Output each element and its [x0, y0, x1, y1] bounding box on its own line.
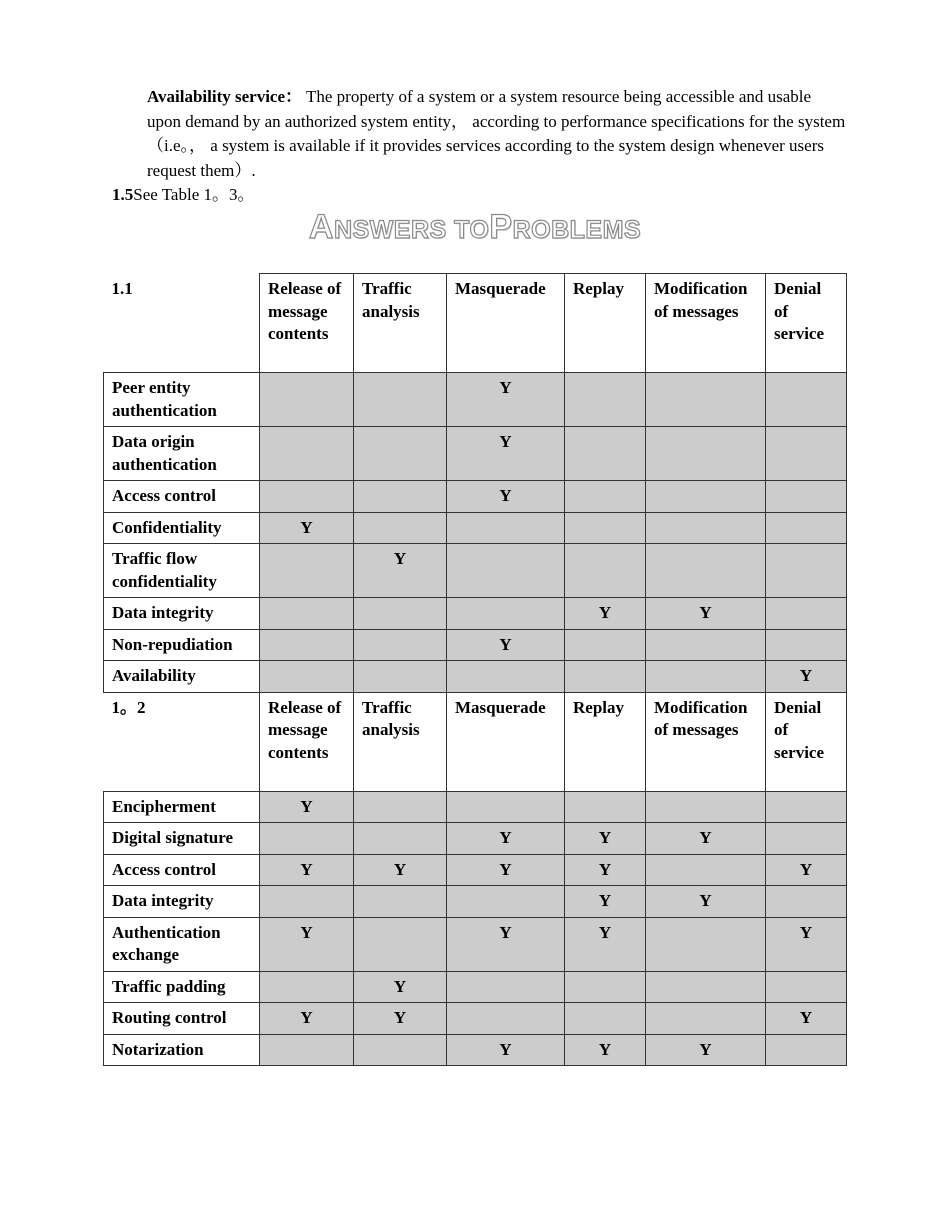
matrix-cell [354, 661, 447, 693]
row-label: Routing control [104, 1003, 260, 1035]
matrix-cell: Y [766, 1003, 847, 1035]
matrix-cell [565, 427, 646, 481]
row-label: Data origin authentication [104, 427, 260, 481]
matrix-cell: Y [447, 854, 565, 886]
section-label: 1。2 [104, 692, 260, 791]
row-label: Confidentiality [104, 512, 260, 544]
matrix-cell: Y [766, 661, 847, 693]
matrix-cell [766, 823, 847, 855]
matrix-cell: Y [354, 544, 447, 598]
matrix-cell [260, 544, 354, 598]
matrix-cell [646, 427, 766, 481]
matrix-cell [766, 373, 847, 427]
matrix-cell: Y [565, 598, 646, 630]
column-header: Masquerade [447, 274, 565, 373]
matrix-cell: Y [646, 886, 766, 918]
matrix-cell [646, 629, 766, 661]
table-row [104, 427, 847, 481]
row-label: Encipherment [104, 791, 260, 823]
definition-text: The property of a system or a system resource being accessible and usable upon demand by an authorized system entity， according to performance specifications for the system （i.e。， a system is available if it provides services according to the system design whenever users request them）. [147, 87, 846, 180]
header-row [104, 692, 847, 791]
item-text: See Table 1。3。 [133, 185, 255, 204]
matrix-cell: Y [565, 854, 646, 886]
matrix-cell: Y [447, 917, 565, 971]
column-header: Release of message contents [260, 274, 354, 373]
row-label: Access control [104, 481, 260, 513]
matrix-cell: Y [447, 823, 565, 855]
matrix-cell [646, 791, 766, 823]
matrix-cell [766, 886, 847, 918]
matrix-cell [565, 629, 646, 661]
table-row [104, 1034, 847, 1066]
matrix-cell: Y [646, 823, 766, 855]
table-row [104, 544, 847, 598]
matrix-cell: Y [260, 854, 354, 886]
matrix-cell [260, 1034, 354, 1066]
matrix-cell [260, 661, 354, 693]
matrix-cell: Y [447, 373, 565, 427]
matrix-cell [260, 373, 354, 427]
matrix-cell: Y [766, 917, 847, 971]
matrix-cell: Y [447, 427, 565, 481]
matrix-cell [766, 598, 847, 630]
matrix-cell [260, 598, 354, 630]
matrix-cell [646, 661, 766, 693]
table-row [104, 373, 847, 427]
table-row [104, 823, 847, 855]
table-row [104, 917, 847, 971]
matrix-cell [354, 427, 447, 481]
matrix-cell: Y [565, 886, 646, 918]
table-row [104, 512, 847, 544]
matrix-cell [447, 544, 565, 598]
matrix-cell: Y [565, 1034, 646, 1066]
matrix-cell: Y [260, 791, 354, 823]
matrix-cell: Y [766, 854, 847, 886]
matrix-cell [447, 1003, 565, 1035]
matrix-cell: Y [260, 1003, 354, 1035]
matrix-cell [646, 512, 766, 544]
row-label: Traffic padding [104, 971, 260, 1003]
matrix-cell [565, 512, 646, 544]
row-label: Access control [104, 854, 260, 886]
matrix-cell [565, 373, 646, 427]
column-header: Traffic analysis [354, 274, 447, 373]
matrix-cell [447, 886, 565, 918]
matrix-cell [260, 823, 354, 855]
matrix-cell [447, 512, 565, 544]
matrix-cell [354, 1034, 447, 1066]
matrix-cell: Y [646, 598, 766, 630]
matrix-cell [260, 886, 354, 918]
matrix-cell: Y [447, 481, 565, 513]
matrix-cell [260, 971, 354, 1003]
row-label: Data integrity [104, 886, 260, 918]
row-label: Digital signature [104, 823, 260, 855]
column-header: Traffic analysis [354, 692, 447, 791]
matrix-cell [565, 661, 646, 693]
table-row [104, 886, 847, 918]
table-row [104, 629, 847, 661]
matrix-cell: Y [260, 512, 354, 544]
column-header: Modification of messages [646, 274, 766, 373]
row-label: Availability [104, 661, 260, 693]
matrix-cell [766, 971, 847, 1003]
row-label: Peer entity authentication [104, 373, 260, 427]
matrix-cell [354, 481, 447, 513]
matrix-cell: Y [646, 1034, 766, 1066]
matrix-cell [565, 791, 646, 823]
matrix-cell [646, 917, 766, 971]
matrix-cell [565, 1003, 646, 1035]
column-header: Denial of service [766, 692, 847, 791]
row-label: Non-repudiation [104, 629, 260, 661]
matrix-cell [354, 373, 447, 427]
matrix-cell: Y [565, 823, 646, 855]
matrix-cell [447, 661, 565, 693]
matrix-cell [447, 598, 565, 630]
column-header: Masquerade [447, 692, 565, 791]
matrix-cell [565, 544, 646, 598]
table-row [104, 1003, 847, 1035]
matrix-cell [766, 791, 847, 823]
header-row [104, 274, 847, 373]
row-label: Authentication exchange [104, 917, 260, 971]
matrix-cell [354, 823, 447, 855]
definition-term: Availability service： [147, 87, 303, 106]
section-heading: ANSWERS TOPROBLEMS [308, 208, 642, 246]
row-label: Data integrity [104, 598, 260, 630]
table-row [104, 481, 847, 513]
matrix-cell: Y [565, 917, 646, 971]
matrix-cell: Y [354, 1003, 447, 1035]
column-header: Release of message contents [260, 692, 354, 791]
row-label: Traffic flow confidentiality [104, 544, 260, 598]
matrix-cell [260, 427, 354, 481]
row-label: Notarization [104, 1034, 260, 1066]
security-matrix-table [103, 273, 847, 1066]
matrix-cell [260, 629, 354, 661]
matrix-cell [354, 629, 447, 661]
availability-definition [147, 85, 847, 183]
matrix-cell [354, 791, 447, 823]
matrix-cell [354, 886, 447, 918]
matrix-cell [766, 1034, 847, 1066]
table-row [104, 598, 847, 630]
matrix-cell [646, 854, 766, 886]
item-number: 1.5 [112, 185, 134, 204]
matrix-cell [646, 1003, 766, 1035]
matrix-cell [766, 512, 847, 544]
matrix-cell [354, 598, 447, 630]
matrix-cell [766, 481, 847, 513]
matrix-cell: Y [447, 1034, 565, 1066]
column-header: Replay [565, 692, 646, 791]
matrix-cell [447, 791, 565, 823]
table-row [104, 971, 847, 1003]
column-header: Modification of messages [646, 692, 766, 791]
matrix-cell: Y [354, 971, 447, 1003]
matrix-cell [646, 481, 766, 513]
matrix-cell [766, 629, 847, 661]
matrix-cell [646, 971, 766, 1003]
matrix-cell [260, 481, 354, 513]
matrix-cell [565, 971, 646, 1003]
matrix-cell [646, 373, 766, 427]
matrix-cell [354, 512, 447, 544]
column-header: Replay [565, 274, 646, 373]
table-row [104, 854, 847, 886]
column-header: Denial of service [766, 274, 847, 373]
matrix-cell [354, 917, 447, 971]
matrix-cell: Y [447, 629, 565, 661]
matrix-cell [565, 481, 646, 513]
matrix-cell [646, 544, 766, 598]
matrix-cell: Y [354, 854, 447, 886]
matrix-cell [447, 971, 565, 1003]
table-row [104, 791, 847, 823]
matrix-cell: Y [260, 917, 354, 971]
section-label: 1.1 [104, 274, 260, 373]
matrix-cell [766, 427, 847, 481]
table-row [104, 661, 847, 693]
item-1-5 [112, 183, 255, 207]
matrix-cell [766, 544, 847, 598]
